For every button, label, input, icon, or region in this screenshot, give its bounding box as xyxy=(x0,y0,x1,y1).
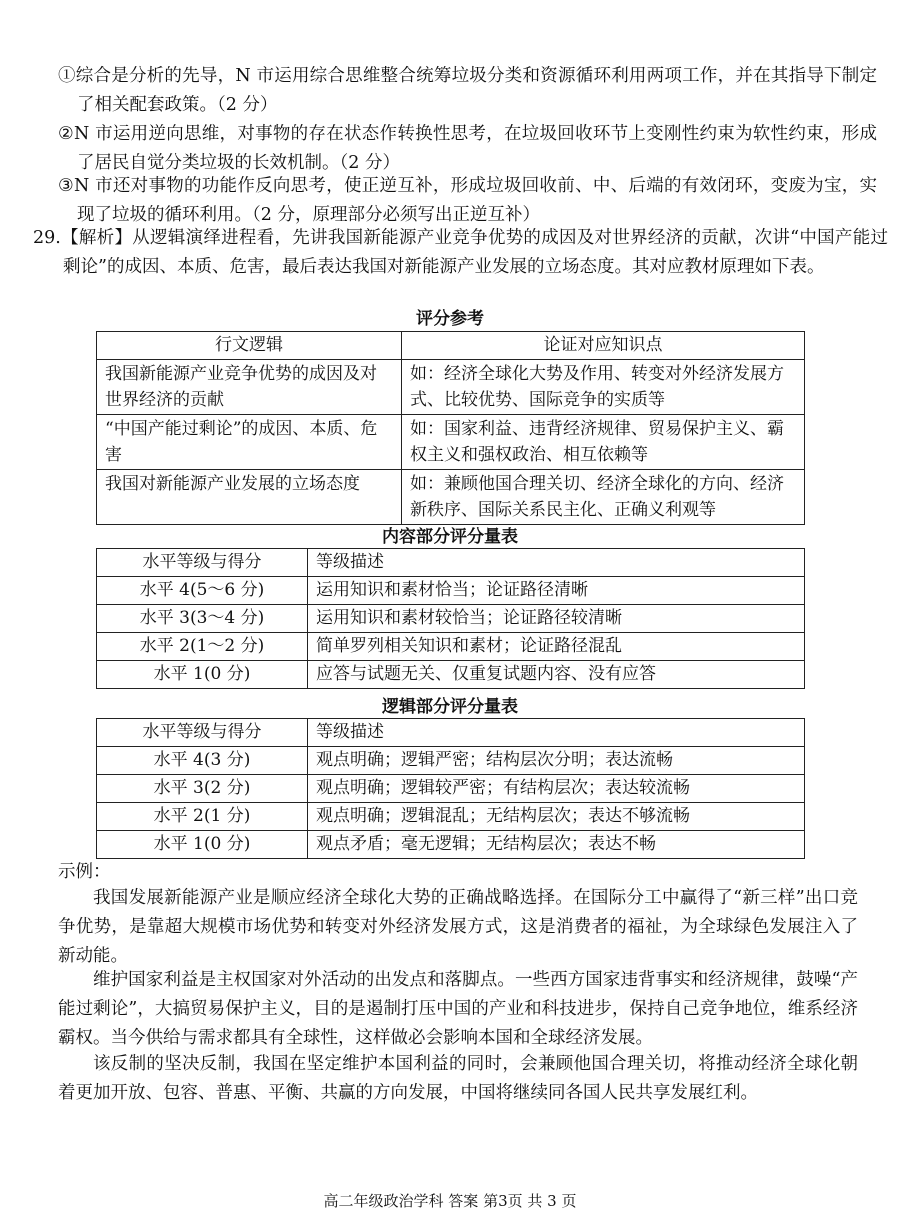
level-cell: 水平 1(0 分) xyxy=(97,661,308,689)
answer-item-3: ③N 市还对事物的功能作反向思考，使正逆互补，形成垃圾回收前、中、后端的有效闭环，变废为宝，实现了垃圾的循环利用。（2 分，原理部分必须写出正逆互补） xyxy=(58,176,877,225)
answer-item-2: ②N 市运用逆向思维，对事物的存在状态作转换性思考，在垃圾回收环节上变刚性约束为软性约束，形成了居民自觉分类垃圾的长效机制。（2 分） xyxy=(58,124,877,173)
example-paragraph: 维护国家利益是主权国家对外活动的出发点和落脚点。一些西方国家违背事实和经济规律，鼓噪“产能过剩论”，大搞贸易保护主义，目的是遏制打压中国的产业和科技进步，保持自己竞争地位，维系经济霸权。当今供给与需求都具有全球性，这样做必会影响本国和全球经济发展。 xyxy=(58,970,858,1048)
table-row xyxy=(97,803,805,831)
description-cell: 简单罗列相关知识和素材；论证路径混乱 xyxy=(308,633,805,661)
level-cell: 水平 2(1 分) xyxy=(97,803,308,831)
table-row xyxy=(97,470,805,525)
table-header-row xyxy=(97,549,805,577)
level-cell: 水平 2(1～2 分) xyxy=(97,633,308,661)
table-row xyxy=(97,831,805,859)
example-label: 示例： xyxy=(58,862,111,882)
table-cell: 如：兼顾他国合理关切、经济全球化的方向、经济新秩序、国际关系民主化、正确义利观等 xyxy=(402,470,805,525)
table-row xyxy=(97,605,805,633)
table-cell: 如：经济全球化大势及作用、转变对外经济发展方式、比较优势、国际竞争的实质等 xyxy=(402,360,805,415)
description-cell: 观点矛盾；毫无逻辑；无结构层次；表达不畅 xyxy=(308,831,805,859)
table-row xyxy=(97,775,805,803)
table-row xyxy=(97,633,805,661)
table-row xyxy=(97,360,805,415)
logic-scoring-table xyxy=(96,718,805,859)
table2-caption: 内容部分评分量表 xyxy=(382,527,518,547)
description-cell: 观点明确；逻辑较严密；有结构层次；表达较流畅 xyxy=(308,775,805,803)
answer-item-1: ①综合是分析的先导，N 市运用综合思维整合统筹垃圾分类和资源循环利用两项工作，并在其指导下制定了相关配套政策。（2 分） xyxy=(58,66,877,115)
level-cell: 水平 4(5～6 分) xyxy=(97,577,308,605)
table-cell: 我国对新能源产业发展的立场态度 xyxy=(97,470,402,525)
table-row xyxy=(97,747,805,775)
page-footer: 高二年级政治学科 答案 第3页 共 3 页 xyxy=(323,1192,577,1210)
description-cell: 运用知识和素材恰当；论证路径清晰 xyxy=(308,577,805,605)
table3-caption: 逻辑部分评分量表 xyxy=(382,697,518,717)
table-row xyxy=(97,661,805,689)
table1-caption: 评分参考 xyxy=(416,309,484,329)
column-header: 水平等级与得分 xyxy=(97,719,308,747)
table-row xyxy=(97,577,805,605)
level-cell: 水平 4(3 分) xyxy=(97,747,308,775)
description-cell: 观点明确；逻辑严密；结构层次分明；表达流畅 xyxy=(308,747,805,775)
column-header: 行文逻辑 xyxy=(97,332,402,360)
level-cell: 水平 3(2 分) xyxy=(97,775,308,803)
question-29-analysis: 29.【解析】从逻辑演绎进程看，先讲我国新能源产业竞争优势的成因及对世界经济的贡献，次讲“中国产能过剩论”的成因、本质、危害，最后表达我国对新能源产业发展的立场态度。其对应教材原理如下表。 xyxy=(33,228,888,277)
table-cell: 如：国家利益、违背经济规律、贸易保护主义、霸权主义和强权政治、相互依赖等 xyxy=(402,415,805,470)
column-header: 水平等级与得分 xyxy=(97,549,308,577)
table-header-row xyxy=(97,719,805,747)
description-cell: 观点明确；逻辑混乱；无结构层次；表达不够流畅 xyxy=(308,803,805,831)
scoring-reference-table xyxy=(96,331,805,525)
content-scoring-table xyxy=(96,548,805,689)
table-row xyxy=(97,415,805,470)
level-cell: 水平 1(0 分) xyxy=(97,831,308,859)
table-cell: “中国产能过剩论”的成因、本质、危害 xyxy=(97,415,402,470)
column-header: 等级描述 xyxy=(308,549,805,577)
table-header-row xyxy=(97,332,805,360)
example-paragraph: 该反制的坚决反制，我国在坚定维护本国利益的同时，会兼顾他国合理关切，将推动经济全球化朝着更加开放、包容、普惠、平衡、共赢的方向发展，中国将继续同各国人民共享发展红利。 xyxy=(58,1054,858,1103)
description-cell: 应答与试题无关、仅重复试题内容、没有应答 xyxy=(308,661,805,689)
column-header: 等级描述 xyxy=(308,719,805,747)
level-cell: 水平 3(3～4 分) xyxy=(97,605,308,633)
table-cell: 我国新能源产业竞争优势的成因及对世界经济的贡献 xyxy=(97,360,402,415)
description-cell: 运用知识和素材较恰当；论证路径较清晰 xyxy=(308,605,805,633)
column-header: 论证对应知识点 xyxy=(402,332,805,360)
example-paragraph: 我国发展新能源产业是顺应经济全球化大势的正确战略选择。在国际分工中赢得了“新三样”出口竞争优势，是靠超大规模市场优势和转变对外经济发展方式，这是消费者的福祉，为全球绿色发展注入了新动能。 xyxy=(58,888,858,966)
